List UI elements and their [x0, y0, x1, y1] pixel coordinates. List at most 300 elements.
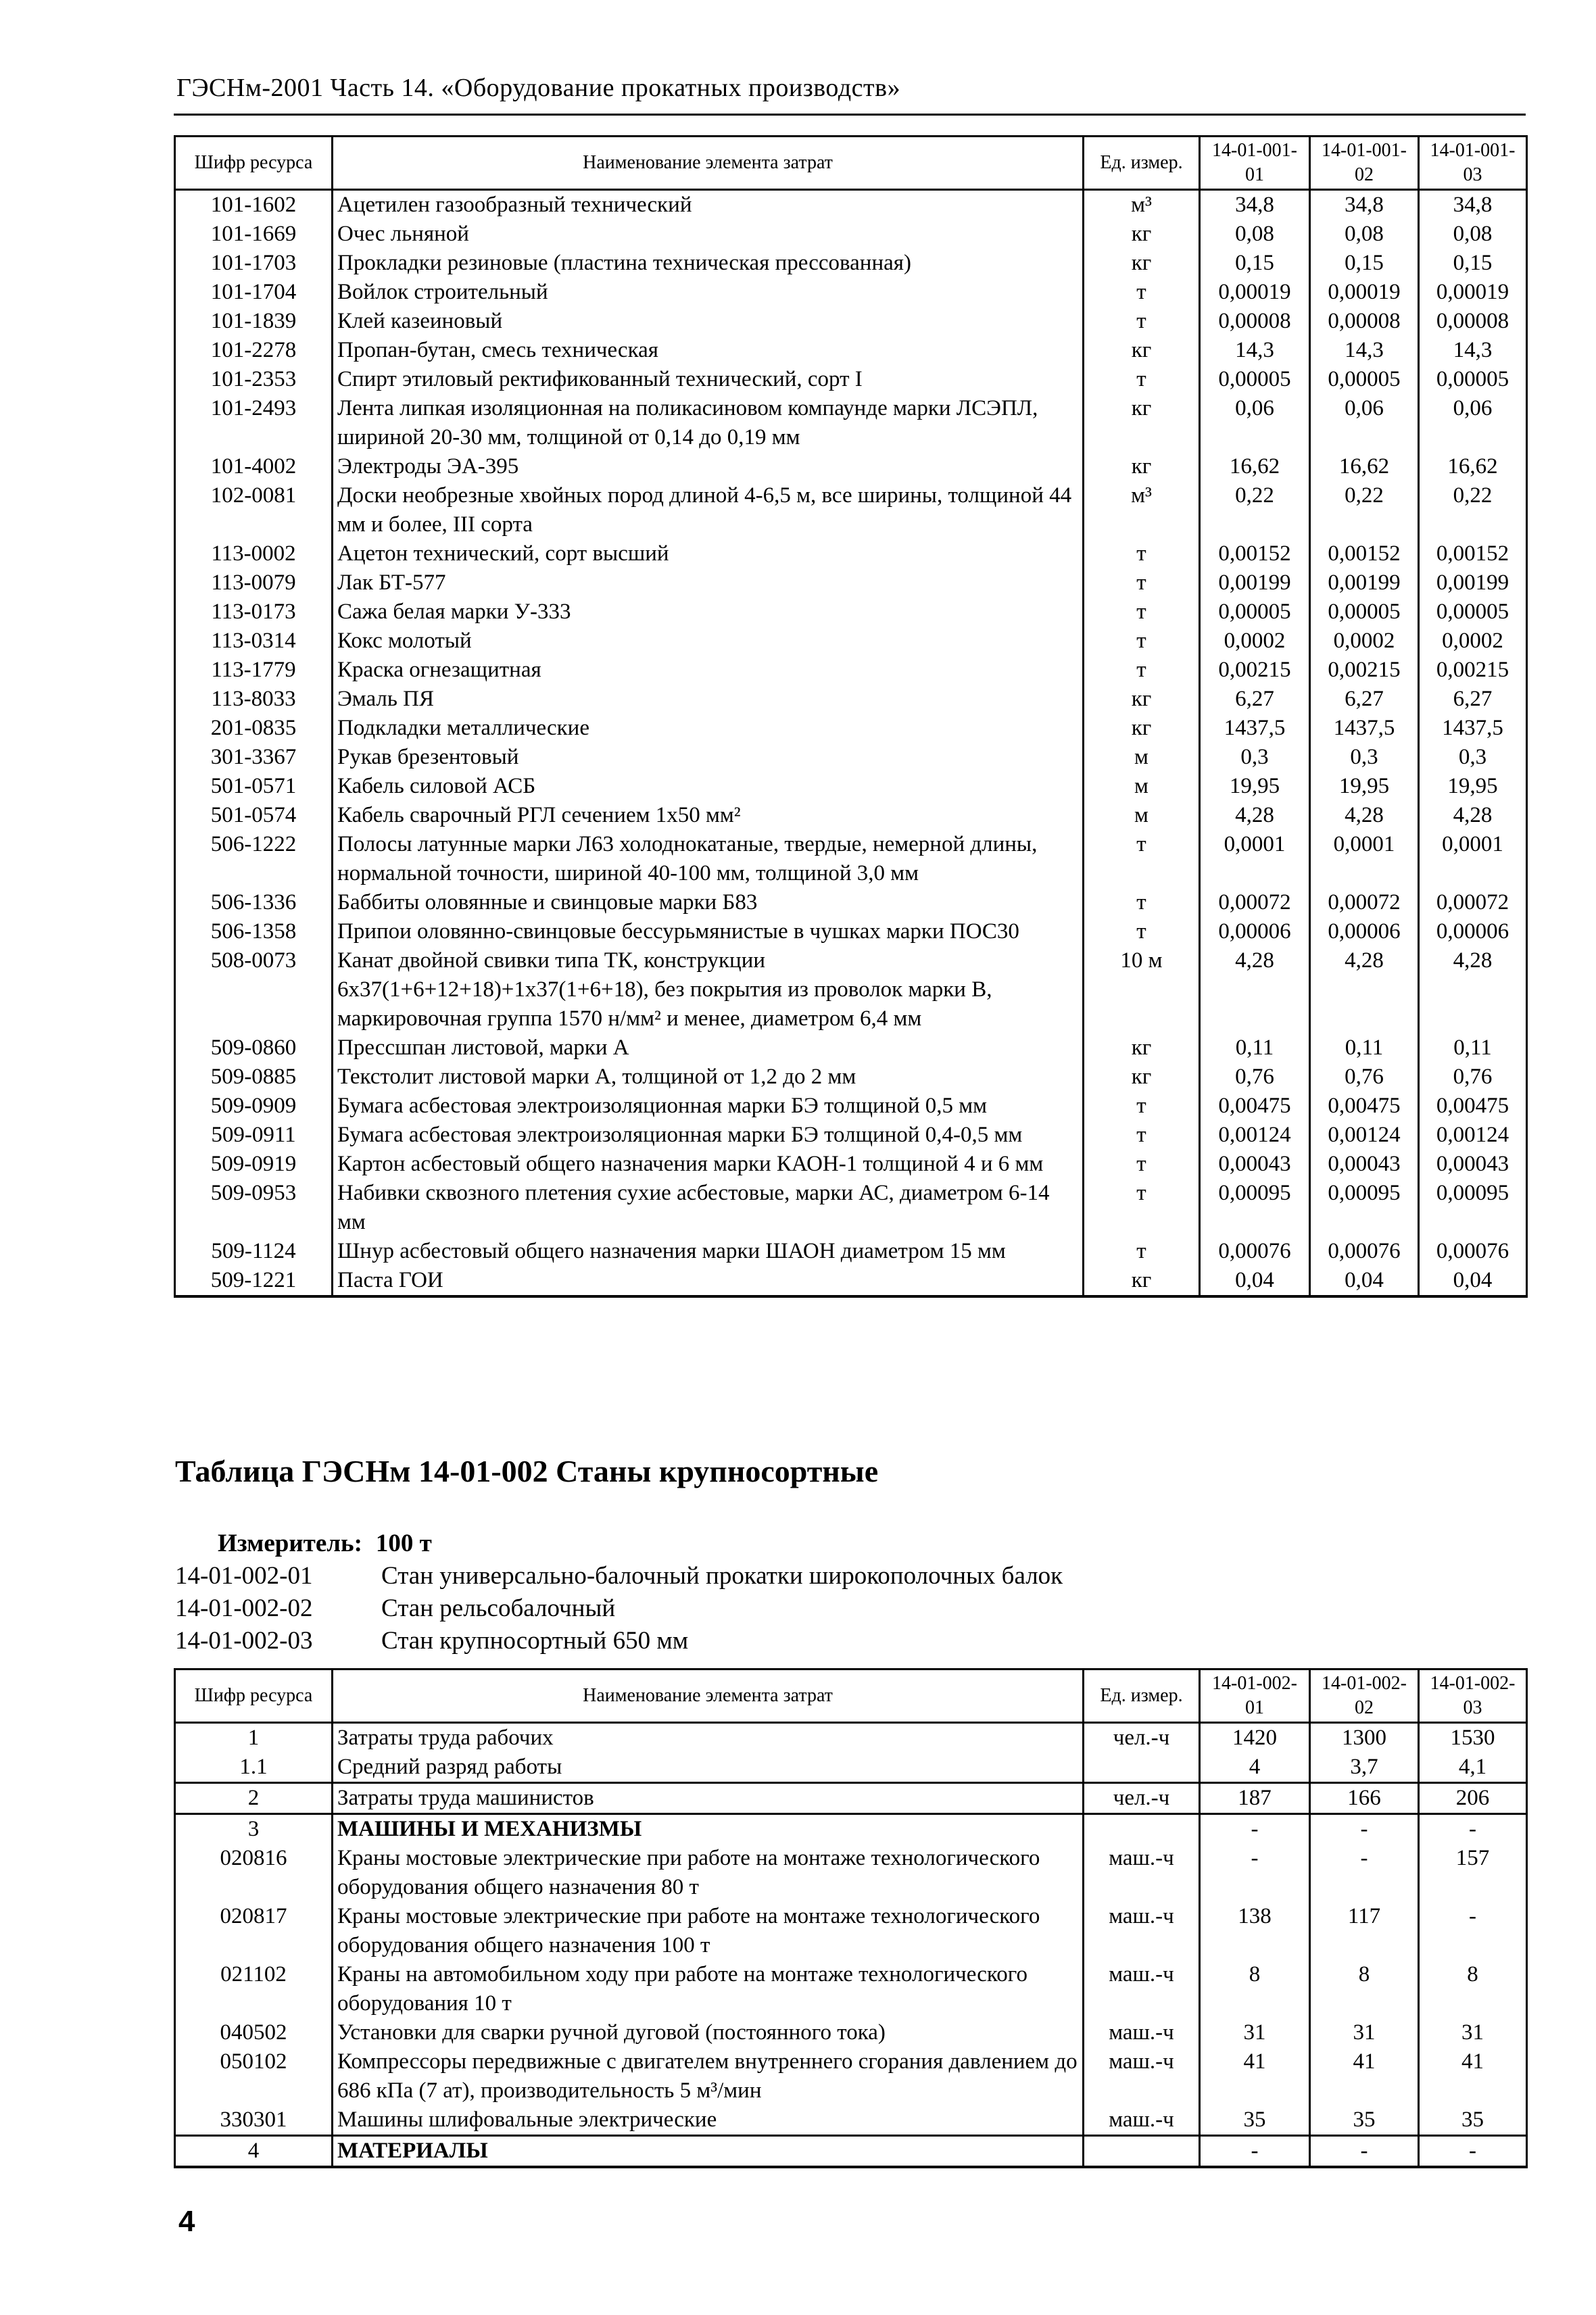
resource-name: Ацетилен газообразный технический	[333, 190, 1084, 220]
value-2: 31	[1310, 2018, 1419, 2047]
resource-code: 4	[175, 2136, 333, 2168]
unit: кг	[1084, 220, 1200, 249]
variant-code: 14-01-002-03	[175, 1627, 313, 1655]
unit: кг	[1084, 1033, 1200, 1063]
value-3: 0,00008	[1419, 307, 1527, 336]
value-1: 138	[1200, 1902, 1310, 1960]
value-1: 0,00124	[1200, 1121, 1310, 1150]
value-1: 4,28	[1200, 801, 1310, 830]
resource-code: 301-3367	[175, 743, 333, 772]
table-row	[175, 1814, 1527, 1845]
page-number: 4	[178, 2205, 195, 2238]
value-3: -	[1419, 2136, 1527, 2168]
variant-name: Стан универсально-балочный прокатки широкополочных балок	[381, 1562, 1063, 1590]
col-v3: 14-01-001-03	[1419, 137, 1527, 190]
table-row	[175, 336, 1527, 365]
variant-name: Стан рельсобалочный	[381, 1594, 616, 1622]
unit: кг	[1084, 1266, 1200, 1296]
table-row	[175, 2018, 1527, 2047]
resource-name: Войлок строительный	[333, 278, 1084, 307]
value-1: -	[1200, 2136, 1310, 2168]
resource-code: 113-0173	[175, 598, 333, 627]
resource-name: Прокладки резиновые (пластина техническая прессованная)	[333, 249, 1084, 278]
resource-code: 101-1704	[175, 278, 333, 307]
value-3: 0,00005	[1419, 365, 1527, 394]
col-v2: 14-01-001-02	[1310, 137, 1419, 190]
resource-code: 508-0073	[175, 946, 333, 1033]
table-row	[175, 365, 1527, 394]
value-2: 0,00095	[1310, 1179, 1419, 1237]
value-2: 0,00043	[1310, 1150, 1419, 1179]
unit: маш.-ч	[1084, 2047, 1200, 2105]
value-1: 0,00072	[1200, 888, 1310, 917]
table-row	[175, 278, 1527, 307]
resource-code: 509-1124	[175, 1237, 333, 1266]
value-3: 4,1	[1419, 1753, 1527, 1783]
table-row	[175, 1902, 1527, 1960]
table-row	[175, 190, 1527, 220]
value-1: 0,06	[1200, 394, 1310, 452]
value-2: 1437,5	[1310, 714, 1419, 743]
resource-code: 1	[175, 1723, 333, 1753]
value-1: 0,76	[1200, 1063, 1310, 1092]
value-1: -	[1200, 1844, 1310, 1902]
resource-code: 506-1358	[175, 917, 333, 946]
value-3: 0,00199	[1419, 568, 1527, 598]
value-3: 0,3	[1419, 743, 1527, 772]
resource-code: 501-0574	[175, 801, 333, 830]
table-row	[175, 946, 1527, 1033]
unit: 10 м	[1084, 946, 1200, 1033]
resource-code: 101-1703	[175, 249, 333, 278]
unit: чел.-ч	[1084, 1783, 1200, 1814]
value-3: 0,04	[1419, 1266, 1527, 1296]
value-1: 0,00215	[1200, 656, 1310, 685]
col-v2: 14-01-002-02	[1310, 1670, 1419, 1723]
resource-name: Очес льняной	[333, 220, 1084, 249]
value-2: 16,62	[1310, 452, 1419, 481]
resource-name: Картон асбестовый общего назначения марки КАОН-1 толщиной 4 и 6 мм	[333, 1150, 1084, 1179]
value-2: 0,00475	[1310, 1092, 1419, 1121]
col-v3: 14-01-002-03	[1419, 1670, 1527, 1723]
col-name: Наименование элемента затрат	[333, 1670, 1084, 1723]
resource-name: Лента липкая изоляционная на поликасиновом компаунде марки ЛСЭПЛ, шириной 20-30 мм, толщиной от 0,14 до 0,19 мм	[333, 394, 1084, 452]
resource-name: Текстолит листовой марки А, толщиной от 1,2 до 2 мм	[333, 1063, 1084, 1092]
resource-name: Рукав брезентовый	[333, 743, 1084, 772]
resource-name: Краска огнезащитная	[333, 656, 1084, 685]
resource-name: Затраты труда рабочих	[333, 1723, 1084, 1753]
value-3: 41	[1419, 2047, 1527, 2105]
value-1: 0,22	[1200, 481, 1310, 539]
resource-code: 101-1602	[175, 190, 333, 220]
table-row	[175, 220, 1527, 249]
unit: маш.-ч	[1084, 1902, 1200, 1960]
table-title: Таблица ГЭСНм 14-01-002 Станы крупносортные	[175, 1454, 879, 1488]
value-2: -	[1310, 2136, 1419, 2168]
resource-code: 201-0835	[175, 714, 333, 743]
table-row	[175, 2105, 1527, 2136]
value-3: 0,00076	[1419, 1237, 1527, 1266]
resource-name: Бумага асбестовая электроизоляционная марки БЭ толщиной 0,5 мм	[333, 1092, 1084, 1121]
table-row	[175, 1150, 1527, 1179]
value-1: 0,0001	[1200, 830, 1310, 888]
resource-name: Полосы латунные марки Л63 холоднокатаные, твердые, немерной длины, нормальной точности, шириной 40-100 мм, толщиной 3,0 мм	[333, 830, 1084, 888]
table-row	[175, 2136, 1527, 2168]
value-2: 19,95	[1310, 772, 1419, 801]
value-3: 19,95	[1419, 772, 1527, 801]
resource-code: 506-1222	[175, 830, 333, 888]
col-code: Шифр ресурса	[175, 1670, 333, 1723]
col-unit: Ед. измер.	[1084, 1670, 1200, 1723]
col-v1: 14-01-002-01	[1200, 1670, 1310, 1723]
unit: т	[1084, 1179, 1200, 1237]
unit: т	[1084, 539, 1200, 568]
table-row	[175, 1783, 1527, 1814]
value-2: 0,0002	[1310, 627, 1419, 656]
unit: м³	[1084, 190, 1200, 220]
resource-name: Краны мостовые электрические при работе на монтаже технологического оборудования общего назначения 100 т	[333, 1902, 1084, 1960]
value-3: 157	[1419, 1844, 1527, 1902]
col-v1: 14-01-001-01	[1200, 137, 1310, 190]
value-3: 0,00124	[1419, 1121, 1527, 1150]
resource-name: Канат двойной свивки типа ТК, конструкции 6х37(1+6+12+18)+1х37(1+6+18), без покрытия из проволок марки В, маркировочная группа 1570 н/мм² и менее, диаметром 6,4 мм	[333, 946, 1084, 1033]
value-3: 0,08	[1419, 220, 1527, 249]
value-3: 0,00072	[1419, 888, 1527, 917]
measure-label: Измеритель:	[218, 1530, 362, 1557]
resource-code: 021102	[175, 1960, 333, 2018]
value-2: 166	[1310, 1783, 1419, 1814]
value-3: 0,76	[1419, 1063, 1527, 1092]
unit: м	[1084, 743, 1200, 772]
variant-name: Стан крупносортный 650 мм	[381, 1627, 689, 1655]
table-row	[175, 394, 1527, 452]
unit: т	[1084, 627, 1200, 656]
value-2: 0,00215	[1310, 656, 1419, 685]
table-row	[175, 656, 1527, 685]
value-3: 0,00043	[1419, 1150, 1527, 1179]
value-2: 0,76	[1310, 1063, 1419, 1092]
resource-code: 040502	[175, 2018, 333, 2047]
value-1: 8	[1200, 1960, 1310, 2018]
value-2: 0,22	[1310, 481, 1419, 539]
table-row	[175, 1121, 1527, 1150]
resource-code: 101-2493	[175, 394, 333, 452]
value-3: 0,11	[1419, 1033, 1527, 1063]
value-2: 4,28	[1310, 946, 1419, 1033]
value-3: 8	[1419, 1960, 1527, 2018]
table-row	[175, 627, 1527, 656]
value-2: 0,06	[1310, 394, 1419, 452]
unit: маш.-ч	[1084, 1960, 1200, 2018]
resource-code: 113-0002	[175, 539, 333, 568]
value-3: 35	[1419, 2105, 1527, 2136]
value-3: 14,3	[1419, 336, 1527, 365]
unit: т	[1084, 307, 1200, 336]
value-1: 35	[1200, 2105, 1310, 2136]
resource-code: 501-0571	[175, 772, 333, 801]
value-2: 0,3	[1310, 743, 1419, 772]
unit: кг	[1084, 452, 1200, 481]
value-1: 0,00006	[1200, 917, 1310, 946]
resource-code: 509-0919	[175, 1150, 333, 1179]
variant-item	[175, 1560, 1063, 1592]
resource-code: 101-1839	[175, 307, 333, 336]
value-1: 14,3	[1200, 336, 1310, 365]
resource-code: 509-0885	[175, 1063, 333, 1092]
resource-code: 101-2278	[175, 336, 333, 365]
variant-item	[175, 1625, 1063, 1657]
table-row	[175, 1723, 1527, 1753]
value-3: 6,27	[1419, 685, 1527, 714]
value-1: 0,00043	[1200, 1150, 1310, 1179]
unit: т	[1084, 365, 1200, 394]
value-3: 16,62	[1419, 452, 1527, 481]
value-1: 187	[1200, 1783, 1310, 1814]
resource-name: Эмаль ПЯ	[333, 685, 1084, 714]
value-1: 0,00475	[1200, 1092, 1310, 1121]
value-3: 0,0001	[1419, 830, 1527, 888]
value-1: 16,62	[1200, 452, 1310, 481]
unit: кг	[1084, 249, 1200, 278]
value-1: 1437,5	[1200, 714, 1310, 743]
unit: кг	[1084, 685, 1200, 714]
value-3: 34,8	[1419, 190, 1527, 220]
resource-name: Подкладки металлические	[333, 714, 1084, 743]
table-row	[175, 568, 1527, 598]
value-2: 0,11	[1310, 1033, 1419, 1063]
variant-item	[175, 1592, 1063, 1625]
resource-code: 330301	[175, 2105, 333, 2136]
variant-code: 14-01-002-01	[175, 1562, 313, 1590]
value-3: 0,06	[1419, 394, 1527, 452]
value-1: 0,11	[1200, 1033, 1310, 1063]
resource-code: 020817	[175, 1902, 333, 1960]
resource-code: 101-2353	[175, 365, 333, 394]
value-3: 0,00152	[1419, 539, 1527, 568]
table-row	[175, 1266, 1527, 1296]
resource-name: Установки для сварки ручной дуговой (постоянного тока)	[333, 2018, 1084, 2047]
resource-name: Доски необрезные хвойных пород длиной 4-6,5 м, все ширины, толщиной 44 мм и более, III сорта	[333, 481, 1084, 539]
resource-code: 2	[175, 1783, 333, 1814]
value-3: 206	[1419, 1783, 1527, 1814]
resource-name: Спирт этиловый ректификованный технический, сорт I	[333, 365, 1084, 394]
value-1: 0,00005	[1200, 365, 1310, 394]
value-3: 0,00005	[1419, 598, 1527, 627]
unit	[1084, 1814, 1200, 1845]
value-2: 0,00005	[1310, 598, 1419, 627]
col-name: Наименование элемента затрат	[333, 137, 1084, 190]
table-row	[175, 685, 1527, 714]
resource-name: Кокс молотый	[333, 627, 1084, 656]
value-3: 31	[1419, 2018, 1527, 2047]
unit: т	[1084, 1237, 1200, 1266]
resource-name: Кабель силовой АСБ	[333, 772, 1084, 801]
table-header-row	[175, 1670, 1527, 1723]
resource-name: Кабель сварочный РГЛ сечением 1х50 мм²	[333, 801, 1084, 830]
table-row	[175, 452, 1527, 481]
unit: чел.-ч	[1084, 1723, 1200, 1753]
value-2: 0,00072	[1310, 888, 1419, 917]
value-3: 1530	[1419, 1723, 1527, 1753]
resource-name: Клей казеиновый	[333, 307, 1084, 336]
value-2: -	[1310, 1814, 1419, 1845]
resource-code: 506-1336	[175, 888, 333, 917]
resource-name: Краны на автомобильном ходу при работе на монтаже технологического оборудования 10 т	[333, 1960, 1084, 2018]
resource-name: Компрессоры передвижные с двигателем внутреннего сгорания давлением до 686 кПа (7 ат), производительность 5 м³/мин	[333, 2047, 1084, 2105]
value-2: 0,00006	[1310, 917, 1419, 946]
unit: т	[1084, 568, 1200, 598]
value-2: 35	[1310, 2105, 1419, 2136]
value-2: 6,27	[1310, 685, 1419, 714]
unit: т	[1084, 1092, 1200, 1121]
value-1: 0,00152	[1200, 539, 1310, 568]
resource-name: МАШИНЫ И МЕХАНИЗМЫ	[333, 1814, 1084, 1845]
value-2: -	[1310, 1844, 1419, 1902]
value-2: 0,00019	[1310, 278, 1419, 307]
table-row	[175, 249, 1527, 278]
resource-code: 113-0079	[175, 568, 333, 598]
value-2: 117	[1310, 1902, 1419, 1960]
unit: т	[1084, 1121, 1200, 1150]
unit: маш.-ч	[1084, 2105, 1200, 2136]
table-row	[175, 917, 1527, 946]
resource-code: 113-0314	[175, 627, 333, 656]
value-2: 8	[1310, 1960, 1419, 2018]
unit: кг	[1084, 336, 1200, 365]
table-row	[175, 1179, 1527, 1237]
value-1: 0,00199	[1200, 568, 1310, 598]
table-row	[175, 888, 1527, 917]
resource-table-14-01-001	[174, 135, 1528, 1298]
col-code: Шифр ресурса	[175, 137, 333, 190]
value-1: 0,00095	[1200, 1179, 1310, 1237]
resource-code: 509-0860	[175, 1033, 333, 1063]
resource-code: 050102	[175, 2047, 333, 2105]
table-row	[175, 1844, 1527, 1902]
table-row	[175, 539, 1527, 568]
unit: т	[1084, 598, 1200, 627]
resource-code: 1.1	[175, 1753, 333, 1783]
measure-unit	[218, 1529, 445, 1558]
value-3: 0,0002	[1419, 627, 1527, 656]
value-3: 4,28	[1419, 946, 1527, 1033]
resource-name: Краны мостовые электрические при работе на монтаже технологического оборудования общего назначения 80 т	[333, 1844, 1084, 1902]
unit: т	[1084, 1150, 1200, 1179]
value-1: 31	[1200, 2018, 1310, 2047]
resource-code: 509-0953	[175, 1179, 333, 1237]
resource-name: Паста ГОИ	[333, 1266, 1084, 1296]
value-1: 41	[1200, 2047, 1310, 2105]
value-3: 0,00215	[1419, 656, 1527, 685]
value-1: 0,00005	[1200, 598, 1310, 627]
unit: кг	[1084, 714, 1200, 743]
resource-code: 102-0081	[175, 481, 333, 539]
value-2: 0,15	[1310, 249, 1419, 278]
table-row	[175, 598, 1527, 627]
value-3: 1437,5	[1419, 714, 1527, 743]
value-1: 0,3	[1200, 743, 1310, 772]
value-2: 0,00124	[1310, 1121, 1419, 1150]
value-2: 14,3	[1310, 336, 1419, 365]
resource-code: 101-4002	[175, 452, 333, 481]
resource-name: Машины шлифовальные электрические	[333, 2105, 1084, 2136]
table-row	[175, 830, 1527, 888]
value-1: 0,00008	[1200, 307, 1310, 336]
measure-value: 100 т	[375, 1530, 432, 1557]
col-unit: Ед. измер.	[1084, 137, 1200, 190]
unit: т	[1084, 888, 1200, 917]
resource-code: 509-0909	[175, 1092, 333, 1121]
table-row	[175, 1753, 1527, 1783]
value-2: 4,28	[1310, 801, 1419, 830]
table-row	[175, 481, 1527, 539]
table-row	[175, 2047, 1527, 2105]
value-2: 0,00008	[1310, 307, 1419, 336]
running-header: ГЭСНм-2001 Часть 14. «Оборудование прокатных производств»	[176, 74, 901, 102]
value-2: 34,8	[1310, 190, 1419, 220]
resource-name: Сажа белая марки У-333	[333, 598, 1084, 627]
resource-name: Припои оловянно-свинцовые бессурьмянистые в чушках марки ПОС30	[333, 917, 1084, 946]
value-2: 0,00152	[1310, 539, 1419, 568]
resource-name: Прессшпан листовой, марки А	[333, 1033, 1084, 1063]
resource-code: 3	[175, 1814, 333, 1845]
variants-list	[175, 1560, 1063, 1657]
resource-name: Электроды ЭА-395	[333, 452, 1084, 481]
table-row	[175, 1960, 1527, 2018]
value-2: 0,04	[1310, 1266, 1419, 1296]
unit: т	[1084, 656, 1200, 685]
value-3: -	[1419, 1814, 1527, 1845]
table-row	[175, 801, 1527, 830]
resource-code: 113-8033	[175, 685, 333, 714]
unit: м	[1084, 801, 1200, 830]
value-1: 0,08	[1200, 220, 1310, 249]
value-1: 0,00076	[1200, 1237, 1310, 1266]
value-1: -	[1200, 1814, 1310, 1845]
resource-code: 020816	[175, 1844, 333, 1902]
value-1: 19,95	[1200, 772, 1310, 801]
value-3: 0,00019	[1419, 278, 1527, 307]
value-2: 0,0001	[1310, 830, 1419, 888]
resource-name: Пропан-бутан, смесь техническая	[333, 336, 1084, 365]
unit: т	[1084, 830, 1200, 888]
value-1: 0,04	[1200, 1266, 1310, 1296]
value-2: 0,00199	[1310, 568, 1419, 598]
value-2: 0,00076	[1310, 1237, 1419, 1266]
unit: м	[1084, 772, 1200, 801]
value-3: 0,22	[1419, 481, 1527, 539]
table-row	[175, 714, 1527, 743]
unit	[1084, 1753, 1200, 1783]
resource-code: 509-0911	[175, 1121, 333, 1150]
unit: кг	[1084, 394, 1200, 452]
unit: т	[1084, 278, 1200, 307]
unit	[1084, 2136, 1200, 2168]
resource-code: 113-1779	[175, 656, 333, 685]
unit: кг	[1084, 1063, 1200, 1092]
unit: маш.-ч	[1084, 2018, 1200, 2047]
value-3: 0,00475	[1419, 1092, 1527, 1121]
resource-name: Баббиты оловянные и свинцовые марки Б83	[333, 888, 1084, 917]
value-1: 4,28	[1200, 946, 1310, 1033]
table-row	[175, 307, 1527, 336]
table-row	[175, 1237, 1527, 1266]
table-row	[175, 1092, 1527, 1121]
table-row	[175, 743, 1527, 772]
value-2: 0,00005	[1310, 365, 1419, 394]
resource-name: Средний разряд работы	[333, 1753, 1084, 1783]
resource-name: МАТЕРИАЛЫ	[333, 2136, 1084, 2168]
